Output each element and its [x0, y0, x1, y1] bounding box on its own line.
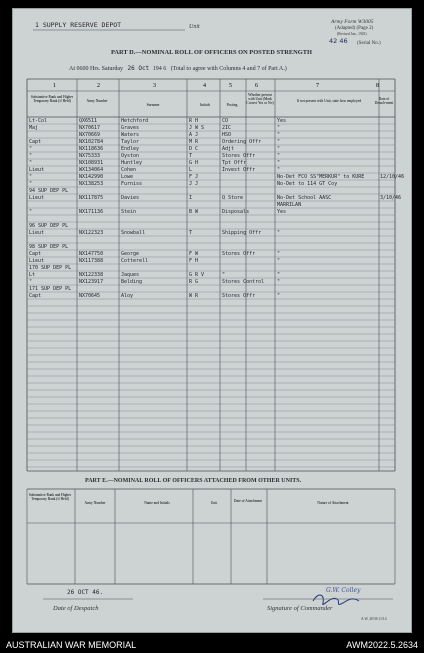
despatch-label: Date of Despatch — [53, 605, 99, 612]
row-cell: " — [277, 279, 281, 285]
table-row — [27, 209, 395, 216]
row-cell: NX117388 — [79, 258, 104, 264]
caption-left: AUSTRALIAN WAR MEMORIAL — [6, 640, 137, 650]
row-cell: I — [189, 195, 193, 201]
row-cell: NX108931 — [79, 160, 104, 166]
row-cell: Belding — [121, 279, 143, 285]
row-cell: Hetchford — [121, 118, 149, 124]
col-header-army-number: Army Number — [86, 99, 108, 103]
table-row — [27, 272, 395, 279]
caption-right: AWM2022.5.2634 — [346, 640, 418, 650]
row-cell: NX102784 — [79, 139, 104, 145]
row-cell: Yes — [277, 118, 287, 124]
col-num-2: 2 — [97, 83, 100, 89]
table-row — [27, 251, 395, 258]
table-row — [27, 230, 395, 237]
row-cell: Adjt — [222, 146, 235, 152]
row-cell: 2IC — [222, 125, 232, 131]
row-cell: G H — [189, 160, 199, 166]
col-num-8: 8 — [376, 83, 379, 89]
row-cell: " — [277, 160, 281, 166]
row-cell: " — [277, 132, 281, 138]
row-cell: L — [189, 167, 193, 173]
row-cell: B W — [189, 209, 199, 215]
form-id: Army Form W3005 — [331, 19, 374, 25]
row-cell: J J — [189, 181, 199, 187]
row-cell: Stores Control — [222, 279, 265, 285]
row-cell: " — [29, 209, 33, 215]
row-cell: Graves — [121, 125, 140, 131]
row-cell: " — [29, 279, 33, 285]
despatch-date: 26 OCT 46. — [67, 589, 104, 596]
row-cell: " — [29, 174, 33, 180]
table-row — [27, 174, 405, 181]
row-cell: Aloy — [121, 293, 134, 299]
row-cell: D C — [189, 146, 199, 152]
row-cell: F W — [189, 251, 199, 257]
col-header-initials: Initials — [200, 103, 210, 107]
row-cell: " — [277, 272, 281, 278]
row-cell: NX70669 — [79, 132, 101, 138]
row-cell: Stores Offr — [222, 153, 256, 159]
row-cell: " — [277, 167, 281, 173]
row-cell: Capt — [29, 139, 42, 145]
e-header-name: Name and Initials — [144, 501, 170, 505]
row-cell: " — [222, 272, 226, 278]
row-cell: Invest Offr — [222, 167, 256, 173]
row-cell: Lt — [29, 272, 36, 278]
row-cell: No-Det to 114 GT Coy — [277, 181, 338, 187]
row-cell: CO — [222, 118, 229, 124]
col-header-present: Whether present with Unit (Mark Correct Yes or No) — [246, 93, 274, 105]
row-cell: " — [277, 293, 281, 299]
roll-date-line — [69, 65, 287, 72]
row-cell: " — [29, 146, 33, 152]
date-year: 194 6 — [152, 66, 167, 72]
row-cell: 94 SUP DEP PL — [29, 188, 69, 194]
row-cell: " — [29, 160, 33, 166]
row-cell: Lieut — [29, 195, 45, 201]
row-cell: " — [277, 251, 281, 257]
form-revised: (Revised Jan., 1943) — [337, 32, 367, 36]
table-row — [27, 188, 395, 195]
row-cell: Endley — [121, 146, 140, 152]
row-cell: Stein — [121, 209, 137, 215]
row-cell: No-Det School AASC — [277, 195, 332, 201]
col-header-employment: If not present with Unit, state how employed — [296, 99, 362, 103]
col-num-6: 6 — [255, 83, 258, 89]
row-cell: " — [277, 146, 281, 152]
row-cell: T — [189, 230, 193, 236]
commander-signature: G.W. Colley — [326, 587, 361, 594]
row-cell: Lieut — [29, 230, 45, 236]
row-cell: Ordering Offr — [222, 139, 262, 145]
row-cell: Stores Offr — [222, 293, 256, 299]
row-cell: NX118636 — [79, 146, 104, 152]
part-e-title: PART E.—NOMINAL ROLL OF OFFICERS ATTACHED FROM OTHER UNITS. — [85, 478, 302, 484]
col-num-1: 1 — [53, 83, 56, 89]
row-cell: NX122338 — [79, 272, 104, 278]
table-row — [27, 244, 395, 251]
row-cell: QX6511 — [79, 118, 98, 124]
row-cell: Lieut — [29, 167, 45, 173]
row-cell: F H — [189, 258, 199, 264]
part-d-title: PART D.—NOMINAL ROLL OF OFFICERS ON POSTED STRENGTH — [111, 49, 312, 56]
row-cell: " — [29, 181, 33, 187]
table-row — [27, 146, 395, 153]
col-header-rank: Substantive Rank and Higher Temporary Rank (if Held) — [30, 95, 74, 103]
row-cell: Maj — [29, 125, 39, 131]
row-cell: Davies — [121, 195, 140, 201]
row-cell: NX70645 — [79, 293, 101, 299]
row-cell: " — [277, 139, 281, 145]
row-cell: Lieut — [29, 258, 45, 264]
serial-label: (Serial No.) — [357, 41, 381, 46]
row-cell: NX138253 — [79, 181, 104, 187]
table-row — [27, 167, 395, 174]
row-cell: NX117875 — [79, 195, 104, 201]
row-cell: G R V — [189, 272, 205, 278]
date-suffix: (Total to agree with Columns 4 and 7 of Part A.) — [170, 66, 287, 72]
table-row — [27, 118, 395, 125]
table-row — [27, 293, 395, 300]
table-row — [27, 132, 395, 139]
row-cell: Taylor — [121, 139, 140, 145]
row-cell: Waters — [121, 132, 140, 138]
row-cell: Q Store — [222, 195, 244, 201]
table-row — [27, 153, 395, 160]
row-cell: HSO — [222, 132, 232, 138]
row-cell: NX142990 — [79, 174, 104, 180]
e-header-rank: Substantive Rank and Higher Temporary Rank (if Held) — [28, 493, 72, 501]
serial-number: 42 46 — [329, 37, 348, 45]
row-cell: Cohen — [121, 167, 137, 173]
row-cell: NX147750 — [79, 251, 104, 257]
table-row — [27, 216, 395, 223]
row-cell: Capt — [29, 251, 42, 257]
row-cell: W R — [189, 293, 199, 299]
row-cell: Lt-Col — [29, 118, 48, 124]
table-row — [27, 202, 395, 209]
row-cell: NX75333 — [79, 153, 101, 159]
row-cell: Tpt Offr — [222, 160, 247, 166]
row-cell: Cotterell — [121, 258, 149, 264]
row-cell: Disposals — [222, 209, 250, 215]
table-row — [27, 160, 395, 167]
row-cell: " — [277, 153, 281, 159]
row-cell: Furniss — [121, 181, 143, 187]
row-cell: 98 SUP DEP PL — [29, 244, 69, 250]
table-row — [27, 258, 395, 265]
col-num-5: 5 — [229, 83, 232, 89]
table-row — [27, 195, 402, 202]
unit-label: Unit — [189, 24, 200, 30]
row-cell: NX70617 — [79, 125, 101, 131]
row-cell: 96 SUP DEP PL — [29, 223, 69, 229]
signature-scrawl — [313, 595, 359, 604]
row-cell: Shipping Offr — [222, 230, 262, 236]
date-value: 26 Oct — [127, 65, 150, 72]
row-cell: NX171136 — [79, 209, 104, 215]
e-header-nature: Nature of Attachment — [317, 501, 349, 505]
print-code: A.W. 20/36 11/14 — [361, 617, 387, 621]
row-cell: 12/10/46 — [380, 174, 405, 180]
row-cell: 170 SUP DEP PL — [29, 265, 72, 271]
row-cell: No-Det FCO SS"MERKUR" to KURE — [277, 174, 365, 180]
row-cell: Yes — [277, 209, 287, 215]
row-cell: M R — [189, 139, 199, 145]
row-cell: NX123917 — [79, 279, 104, 285]
row-cell: Snowball — [121, 230, 146, 236]
row-cell: F J — [189, 174, 199, 180]
table-row — [27, 286, 395, 293]
row-cell: " — [29, 153, 33, 159]
row-cell: Capt — [29, 293, 42, 299]
row-cell: George — [121, 251, 140, 257]
e-header-unit: Unit — [210, 501, 218, 505]
row-cell: " — [277, 258, 281, 264]
row-cell: R G — [189, 279, 199, 285]
row-cell: A J — [189, 132, 199, 138]
row-cell: " — [277, 125, 281, 131]
unit-name: 1 SUPPLY RESERVE DEPOT — [35, 21, 122, 29]
e-header-attach-date: Date of Attachment — [233, 499, 263, 503]
row-cell: WX134064 — [79, 167, 104, 173]
row-cell: R H — [189, 118, 199, 124]
row-cell: Oyston — [121, 153, 140, 159]
col-header-posting: Posting — [226, 103, 238, 107]
row-cell: " — [277, 230, 281, 236]
col-num-3: 3 — [153, 83, 156, 89]
row-cell: T — [189, 153, 193, 159]
table-row — [27, 125, 395, 132]
col-header-detach-date: Date of Detach-ment — [374, 97, 394, 105]
row-cell: Lowe — [121, 174, 134, 180]
row-cell: NX122323 — [79, 230, 104, 236]
signature-label: Signature of Commander — [267, 605, 333, 612]
table-row — [27, 237, 395, 244]
form-adapted: (Adapted) (Page 2) — [335, 26, 374, 31]
col-num-4: 4 — [203, 83, 206, 89]
row-cell: MARRILAN — [277, 202, 302, 208]
row-cell: 3/10/46 — [380, 195, 402, 201]
table-row — [27, 139, 395, 146]
row-cell: J W S — [189, 125, 205, 131]
form-sheet — [12, 8, 412, 633]
col-num-7: 7 — [316, 83, 319, 89]
row-cell: Stores Offr — [222, 251, 256, 257]
table-row — [27, 279, 395, 286]
e-header-army-number: Army Number — [84, 501, 106, 505]
table-row — [27, 265, 395, 272]
row-cell: 171 SUP DEP PL — [29, 286, 72, 292]
row-cell: Jaques — [121, 272, 140, 278]
date-prefix: At 0600 Hrs. Saturday — [69, 66, 123, 72]
col-header-surname: Surname — [146, 103, 160, 107]
table-row — [27, 181, 395, 188]
table-row — [27, 223, 395, 230]
row-cell: Huntley — [121, 160, 143, 166]
